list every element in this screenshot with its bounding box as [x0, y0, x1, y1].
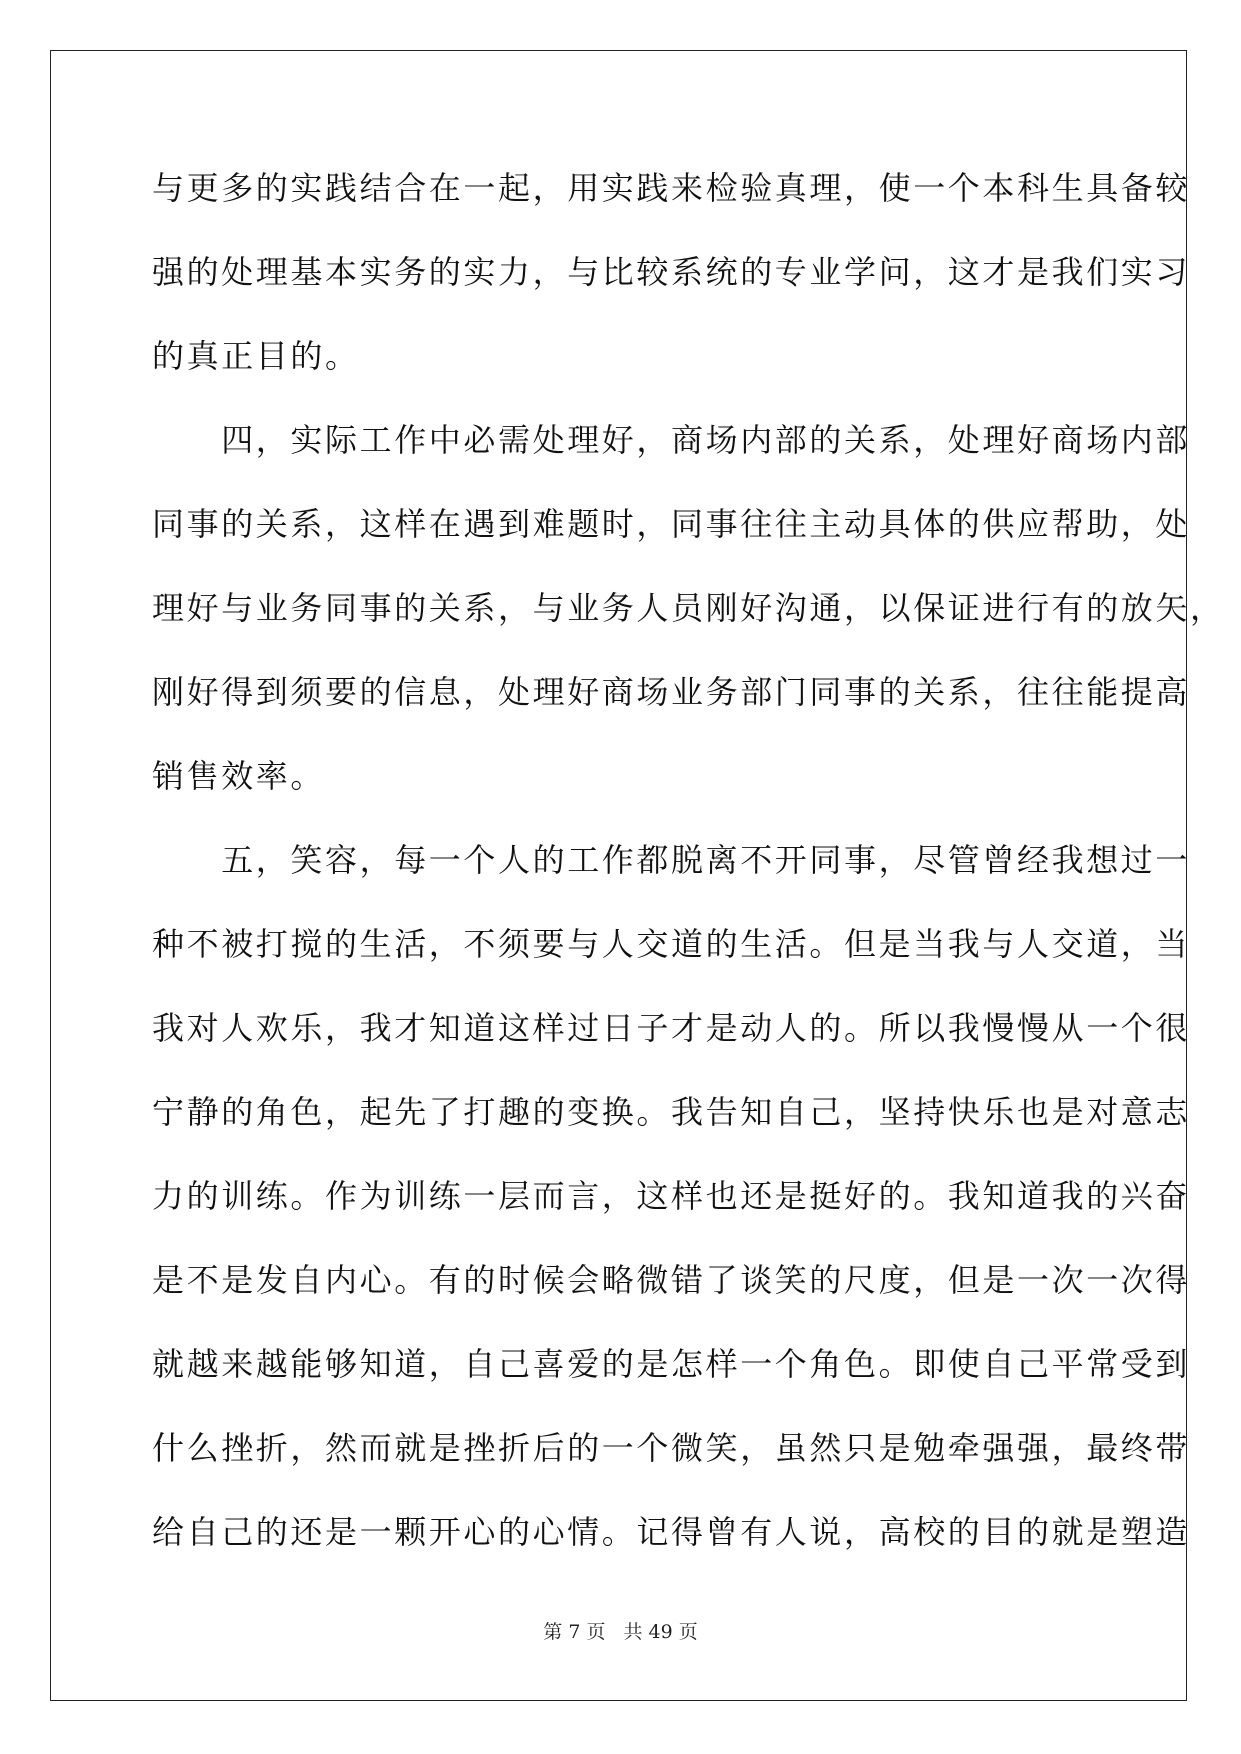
text-line: 给自己的还是一颗开心的心情。记得曾有人说，高校的目的就是塑造	[152, 1513, 1191, 1551]
text-line: 销售效率。	[152, 757, 326, 795]
text-line: 宁静的角色，起先了打趣的变换。我告知自己，坚持快乐也是对意志	[152, 1093, 1191, 1131]
text-line: 四，实际工作中必需处理好，商场内部的关系，处理好商场内部	[152, 421, 1191, 459]
text-line: 是不是发自内心。有的时候会略微错了谈笑的尺度，但是一次一次得	[152, 1261, 1191, 1299]
text-line: 力的训练。作为训练一层而言，这样也还是挺好的。我知道我的兴奋	[152, 1177, 1191, 1215]
text-line: 与更多的实践结合在一起，用实践来检验真理，使一个本科生具备较	[152, 169, 1191, 207]
text-line: 种不被打搅的生活，不须要与人交道的生活。但是当我与人交道，当	[152, 925, 1191, 963]
text-line: 刚好得到须要的信息，处理好商场业务部门同事的关系，往往能提高	[152, 673, 1191, 711]
text-line: 的真正目的。	[152, 337, 360, 375]
text-line: 我对人欢乐，我才知道这样过日子才是动人的。所以我慢慢从一个很	[152, 1009, 1191, 1047]
text-line: 就越来越能够知道，自己喜爱的是怎样一个角色。即使自己平常受到	[152, 1345, 1191, 1383]
text-line: 什么挫折，然而就是挫折后的一个微笑，虽然只是勉牵强强，最终带	[152, 1429, 1191, 1467]
text-line: 强的处理基本实务的实力，与比较系统的专业学问，这才是我们实习	[152, 253, 1191, 291]
text-line: 理好与业务同事的关系，与业务人员刚好沟通，以保证进行有的放矢，	[152, 589, 1225, 627]
page-footer	[0, 1620, 1241, 1644]
page-total: 共 49 页	[623, 1621, 698, 1643]
text-line: 同事的关系，这样在遇到难题时，同事往往主动具体的供应帮助，处	[152, 505, 1191, 543]
text-line: 五，笑容，每一个人的工作都脱离不开同事，尽管曾经我想过一	[152, 841, 1191, 879]
page-number: 第 7 页	[543, 1621, 606, 1643]
